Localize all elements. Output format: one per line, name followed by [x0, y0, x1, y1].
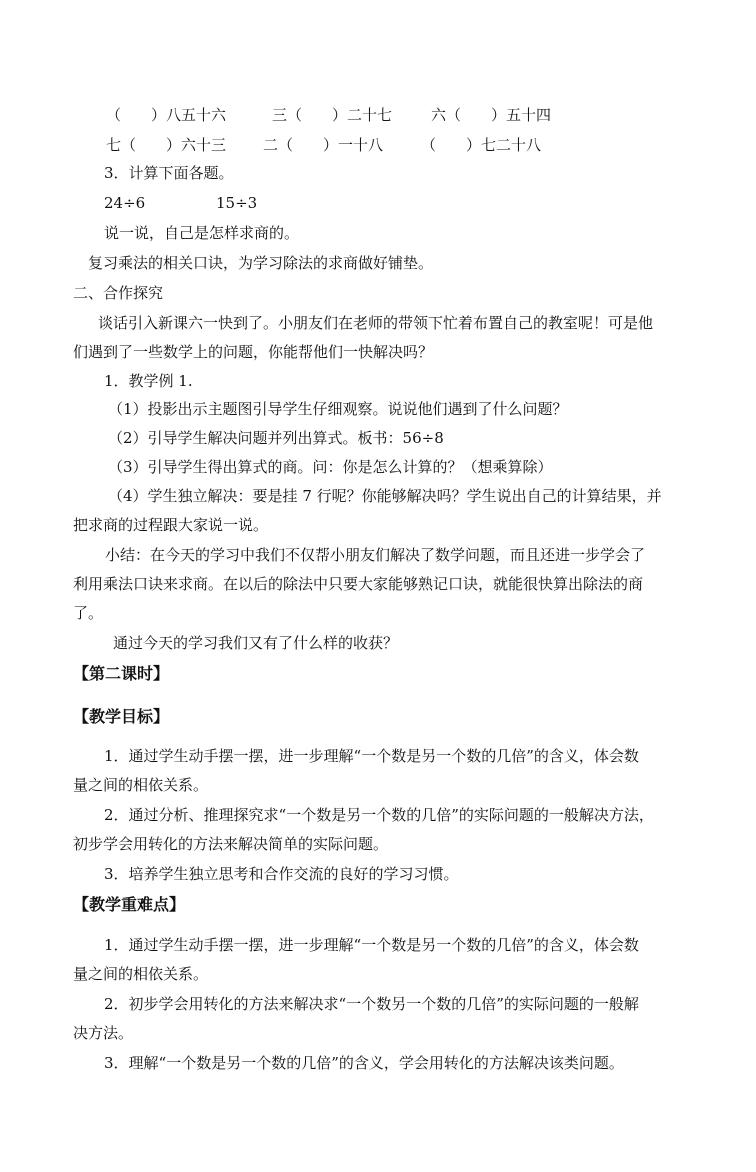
- fill-blank-r1c1: （ ）八五十六: [106, 106, 227, 124]
- summary-line-3: 了。: [73, 604, 104, 622]
- key-3: 3．理解“一个数是另一个数的几倍”的含义，学会用转化的方法解决该类问题。: [104, 1054, 624, 1072]
- fill-blank-r1c2: 三（ ）二十七: [272, 106, 393, 124]
- review-line: 复习乘法的相关口诀，为学习除法的求商做好铺垫。: [88, 254, 434, 272]
- step-4-line-2: 把求商的过程跟大家说一说。: [73, 516, 269, 534]
- harvest-line: 通过今天的学习我们又有了什么样的收获？: [113, 634, 399, 652]
- fill-blank-r1c3: 六（ ）五十四: [431, 106, 552, 124]
- section-heading: 二、合作探究: [73, 284, 164, 302]
- step-3: （3）引导学生得出算式的商。问：你是怎么计算的？（想乘算除）: [108, 458, 553, 476]
- goal-2-line-1: 2．通过分析、推理探究求“一个数是另一个数的几倍”的实际问题的一般解决方法，: [104, 806, 654, 824]
- calc-1: 24÷6: [104, 194, 146, 212]
- key-2-line-2: 决方法。: [73, 1024, 134, 1042]
- summary-line-1: 小结：在今天的学习中我们不仅帮小朋友们解决了数学问题，而且还进一步学会了: [105, 546, 646, 564]
- item-3: 3．计算下面各题。: [104, 164, 234, 182]
- key-2-line-1: 2．初步学会用转化的方法来解决求“一个数另一个数的几倍”的实际问题的一般解: [104, 995, 639, 1013]
- heading-lesson-2: 【第二课时】: [73, 664, 170, 683]
- fill-blank-r2c3: （ ）七二十八: [421, 136, 542, 154]
- goal-3: 3．培养学生独立思考和合作交流的良好的学习习惯。: [104, 865, 459, 883]
- example-heading: 1．教学例 1.: [104, 372, 193, 390]
- goal-1-line-2: 量之间的相依关系。: [73, 776, 209, 794]
- summary-line-2: 利用乘法口诀来求商。在以后的除法中只要大家能够熟记口诀，就能很快算出除法的商: [73, 575, 644, 593]
- key-1-line-2: 量之间的相依关系。: [73, 965, 209, 983]
- goal-2-line-2: 初步学会用转化的方法来解决简单的实际问题。: [73, 835, 389, 853]
- intro-line-1: 谈话引入新课六一快到了。小朋友们在老师的带领下忙着布置自己的教室呢！可是他: [98, 314, 654, 332]
- calc-2: 15÷3: [216, 194, 258, 212]
- goal-1-line-1: 1．通过学生动手摆一摆，进一步理解“一个数是另一个数的几倍”的含义，体会数: [104, 747, 639, 765]
- intro-line-2: 们遇到了一些数学上的问题，你能帮他们一快解决吗？: [73, 343, 434, 361]
- say-line: 说一说，自己是怎样求商的。: [104, 224, 300, 242]
- fill-blank-r2c2: 二（ ）一十八: [263, 136, 384, 154]
- heading-key-points: 【教学重难点】: [73, 895, 186, 914]
- fill-blank-r2c1: 七（ ）六十三: [106, 136, 227, 154]
- step-4-line-1: （4）学生独立解决：要是挂 7 行呢？你能够解决吗？学生说出自己的计算结果，并: [108, 487, 662, 505]
- key-1-line-1: 1．通过学生动手摆一摆，进一步理解“一个数是另一个数的几倍”的含义，体会数: [104, 936, 639, 954]
- heading-goals: 【教学目标】: [73, 707, 170, 726]
- step-2: （2）引导学生解决问题并列出算式。板书：56÷8: [108, 429, 444, 447]
- step-1: （1）投影出示主题图引导学生仔细观察。说说他们遇到了什么问题？: [108, 400, 568, 418]
